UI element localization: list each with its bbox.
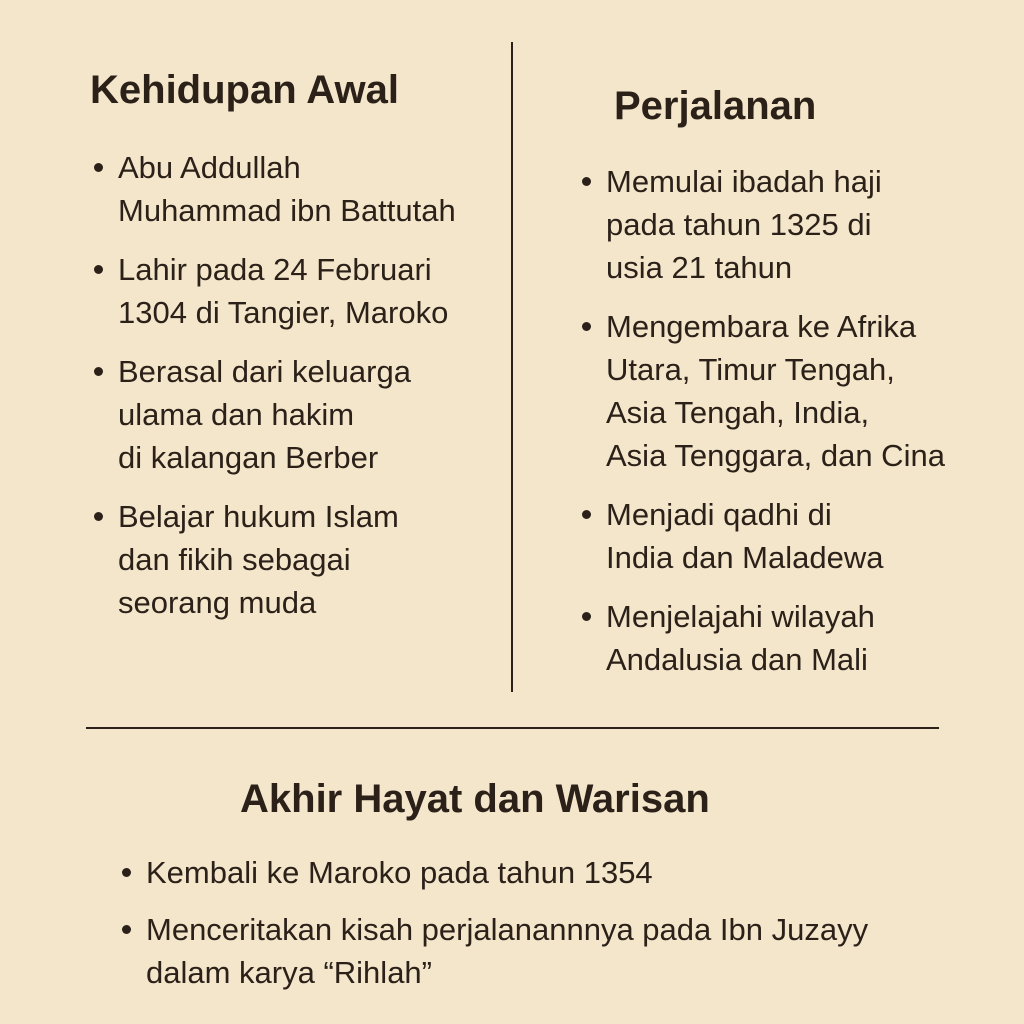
list-item-line: Muhammad ibn Battutah — [118, 193, 456, 228]
list-item-line: usia 21 tahun — [606, 250, 793, 285]
list-item-line: pada tahun 1325 di — [606, 207, 872, 242]
list-item-line: Utara, Timur Tengah, — [606, 352, 895, 387]
early-life-list — [90, 146, 490, 624]
list-item — [578, 160, 998, 289]
list-item-line: Menjelajahi wilayah — [606, 599, 875, 634]
travels-heading: Perjalanan — [614, 84, 817, 128]
list-item-line: Abu Addullah — [118, 150, 301, 185]
list-item-line: Berasal dari keluarga — [118, 354, 411, 389]
list-item-line: Mengembara ke Afrika — [606, 309, 917, 344]
travels-list — [578, 160, 998, 681]
list-item — [90, 495, 490, 624]
horizontal-divider — [86, 727, 939, 729]
list-item-line: dalam karya “Rihlah” — [146, 955, 432, 990]
list-item — [118, 908, 978, 994]
vertical-divider — [511, 42, 513, 692]
list-item-line: India dan Maladewa — [606, 540, 884, 575]
list-item-line: Kembali ke Maroko pada tahun 1354 — [146, 855, 653, 890]
list-item — [90, 248, 490, 334]
list-item-line: Menjadi qadhi di — [606, 497, 832, 532]
list-item-line: seorang muda — [118, 585, 317, 620]
early-life-heading: Kehidupan Awal — [90, 68, 399, 112]
list-item — [90, 350, 490, 479]
list-item — [578, 595, 998, 681]
list-item — [90, 146, 490, 232]
list-item-line: Lahir pada 24 Februari — [118, 252, 432, 287]
list-item — [118, 851, 978, 894]
list-item-line: 1304 di Tangier, Maroko — [118, 295, 449, 330]
list-item-line: dan fikih sebagai — [118, 542, 351, 577]
list-item-line: di kalangan Berber — [118, 440, 379, 475]
list-item-line: Belajar hukum Islam — [118, 499, 399, 534]
list-item-line: Asia Tengah, India, — [606, 395, 870, 430]
list-item-line: Menceritakan kisah perjalanannnya pada Ibn Juzayy — [146, 912, 869, 947]
travels-section — [578, 82, 998, 697]
list-item-line: ulama dan hakim — [118, 397, 355, 432]
list-item — [578, 493, 998, 579]
legacy-section — [118, 775, 978, 1008]
legacy-heading: Akhir Hayat dan Warisan — [240, 777, 710, 821]
list-item-line: Memulai ibadah haji — [606, 164, 882, 199]
legacy-list — [118, 851, 978, 994]
list-item-line: Asia Tenggara, dan Cina — [606, 438, 945, 473]
early-life-section — [90, 66, 490, 640]
list-item — [578, 305, 998, 477]
list-item-line: Andalusia dan Mali — [606, 642, 868, 677]
